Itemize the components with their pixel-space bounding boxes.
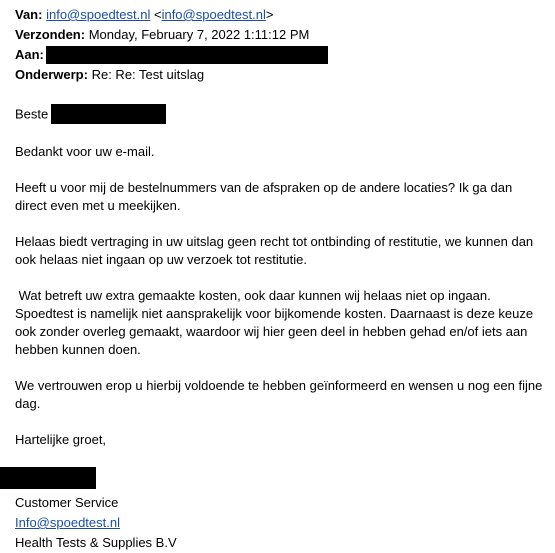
- greeting-line: [15, 105, 545, 125]
- body-paragraph-4-text: Wat betreft uw extra gemaakte kosten, ook daar kunnen wij helaas niet op ingaan. Spoedtest is namelijk niet aansprakelijk voor bijkomende kosten. Daarnaast is deze keuze ook zonder overleg gemaakt, waardoor wij hier geen deel in hebben gehad en/of iets aan hebben kunnen doen.: [15, 288, 534, 357]
- redacted-signer-name: [0, 467, 96, 489]
- signature-department: Customer Service: [15, 495, 119, 510]
- signature-email-link[interactable]: Info@spoedtest.nl: [15, 515, 120, 530]
- subject-label: Onderwerp:: [15, 67, 88, 82]
- from-bracket-close: >: [265, 7, 274, 22]
- email-message: [15, 5, 545, 553]
- body-paragraph-1: Bedankt voor uw e-mail.: [15, 144, 155, 159]
- redacted-name: [51, 104, 166, 124]
- body-paragraph-4: [15, 287, 545, 359]
- body-paragraph-2: Heeft u voor mij de bestelnummers van de afspraken op de andere locaties? Ik ga dan direct even met u meekijken.: [15, 180, 513, 213]
- from-bracket-open: <: [153, 7, 162, 22]
- from-label: Van:: [15, 7, 43, 22]
- redacted-recipient: [46, 46, 328, 64]
- from-email-link[interactable]: info@spoedtest.nl: [46, 7, 151, 22]
- body-paragraph-5: We vertrouwen erop u hierbij voldoende te hebben geïnformeerd en wensen u nog een fijne dag.: [15, 378, 543, 411]
- closing-line: Hartelijke groet,: [15, 432, 107, 447]
- sent-value: Monday, February 7, 2022 1:11:12 PM: [88, 27, 310, 42]
- sent-label: Verzonden:: [15, 27, 86, 42]
- from-email-bracket-link[interactable]: info@spoedtest.nl: [161, 7, 266, 22]
- signature-company: Health Tests & Supplies B.V: [15, 535, 177, 550]
- subject-value: Re: Re: Test uitslag: [91, 67, 205, 82]
- subject-line: [15, 65, 545, 85]
- body-paragraph-3: Helaas biedt vertraging in uw uitslag geen recht tot ontbinding of restitutie, we kunnen dan ook helaas niet ingaan op uw verzoek tot restitutie.: [15, 234, 534, 267]
- signature-email-line: [15, 513, 545, 533]
- greeting-text: Beste: [15, 106, 49, 122]
- to-label: Aan:: [15, 47, 44, 62]
- sent-line: [15, 25, 545, 45]
- from-line: [15, 5, 545, 25]
- to-line: [15, 45, 545, 65]
- signature: [15, 467, 545, 553]
